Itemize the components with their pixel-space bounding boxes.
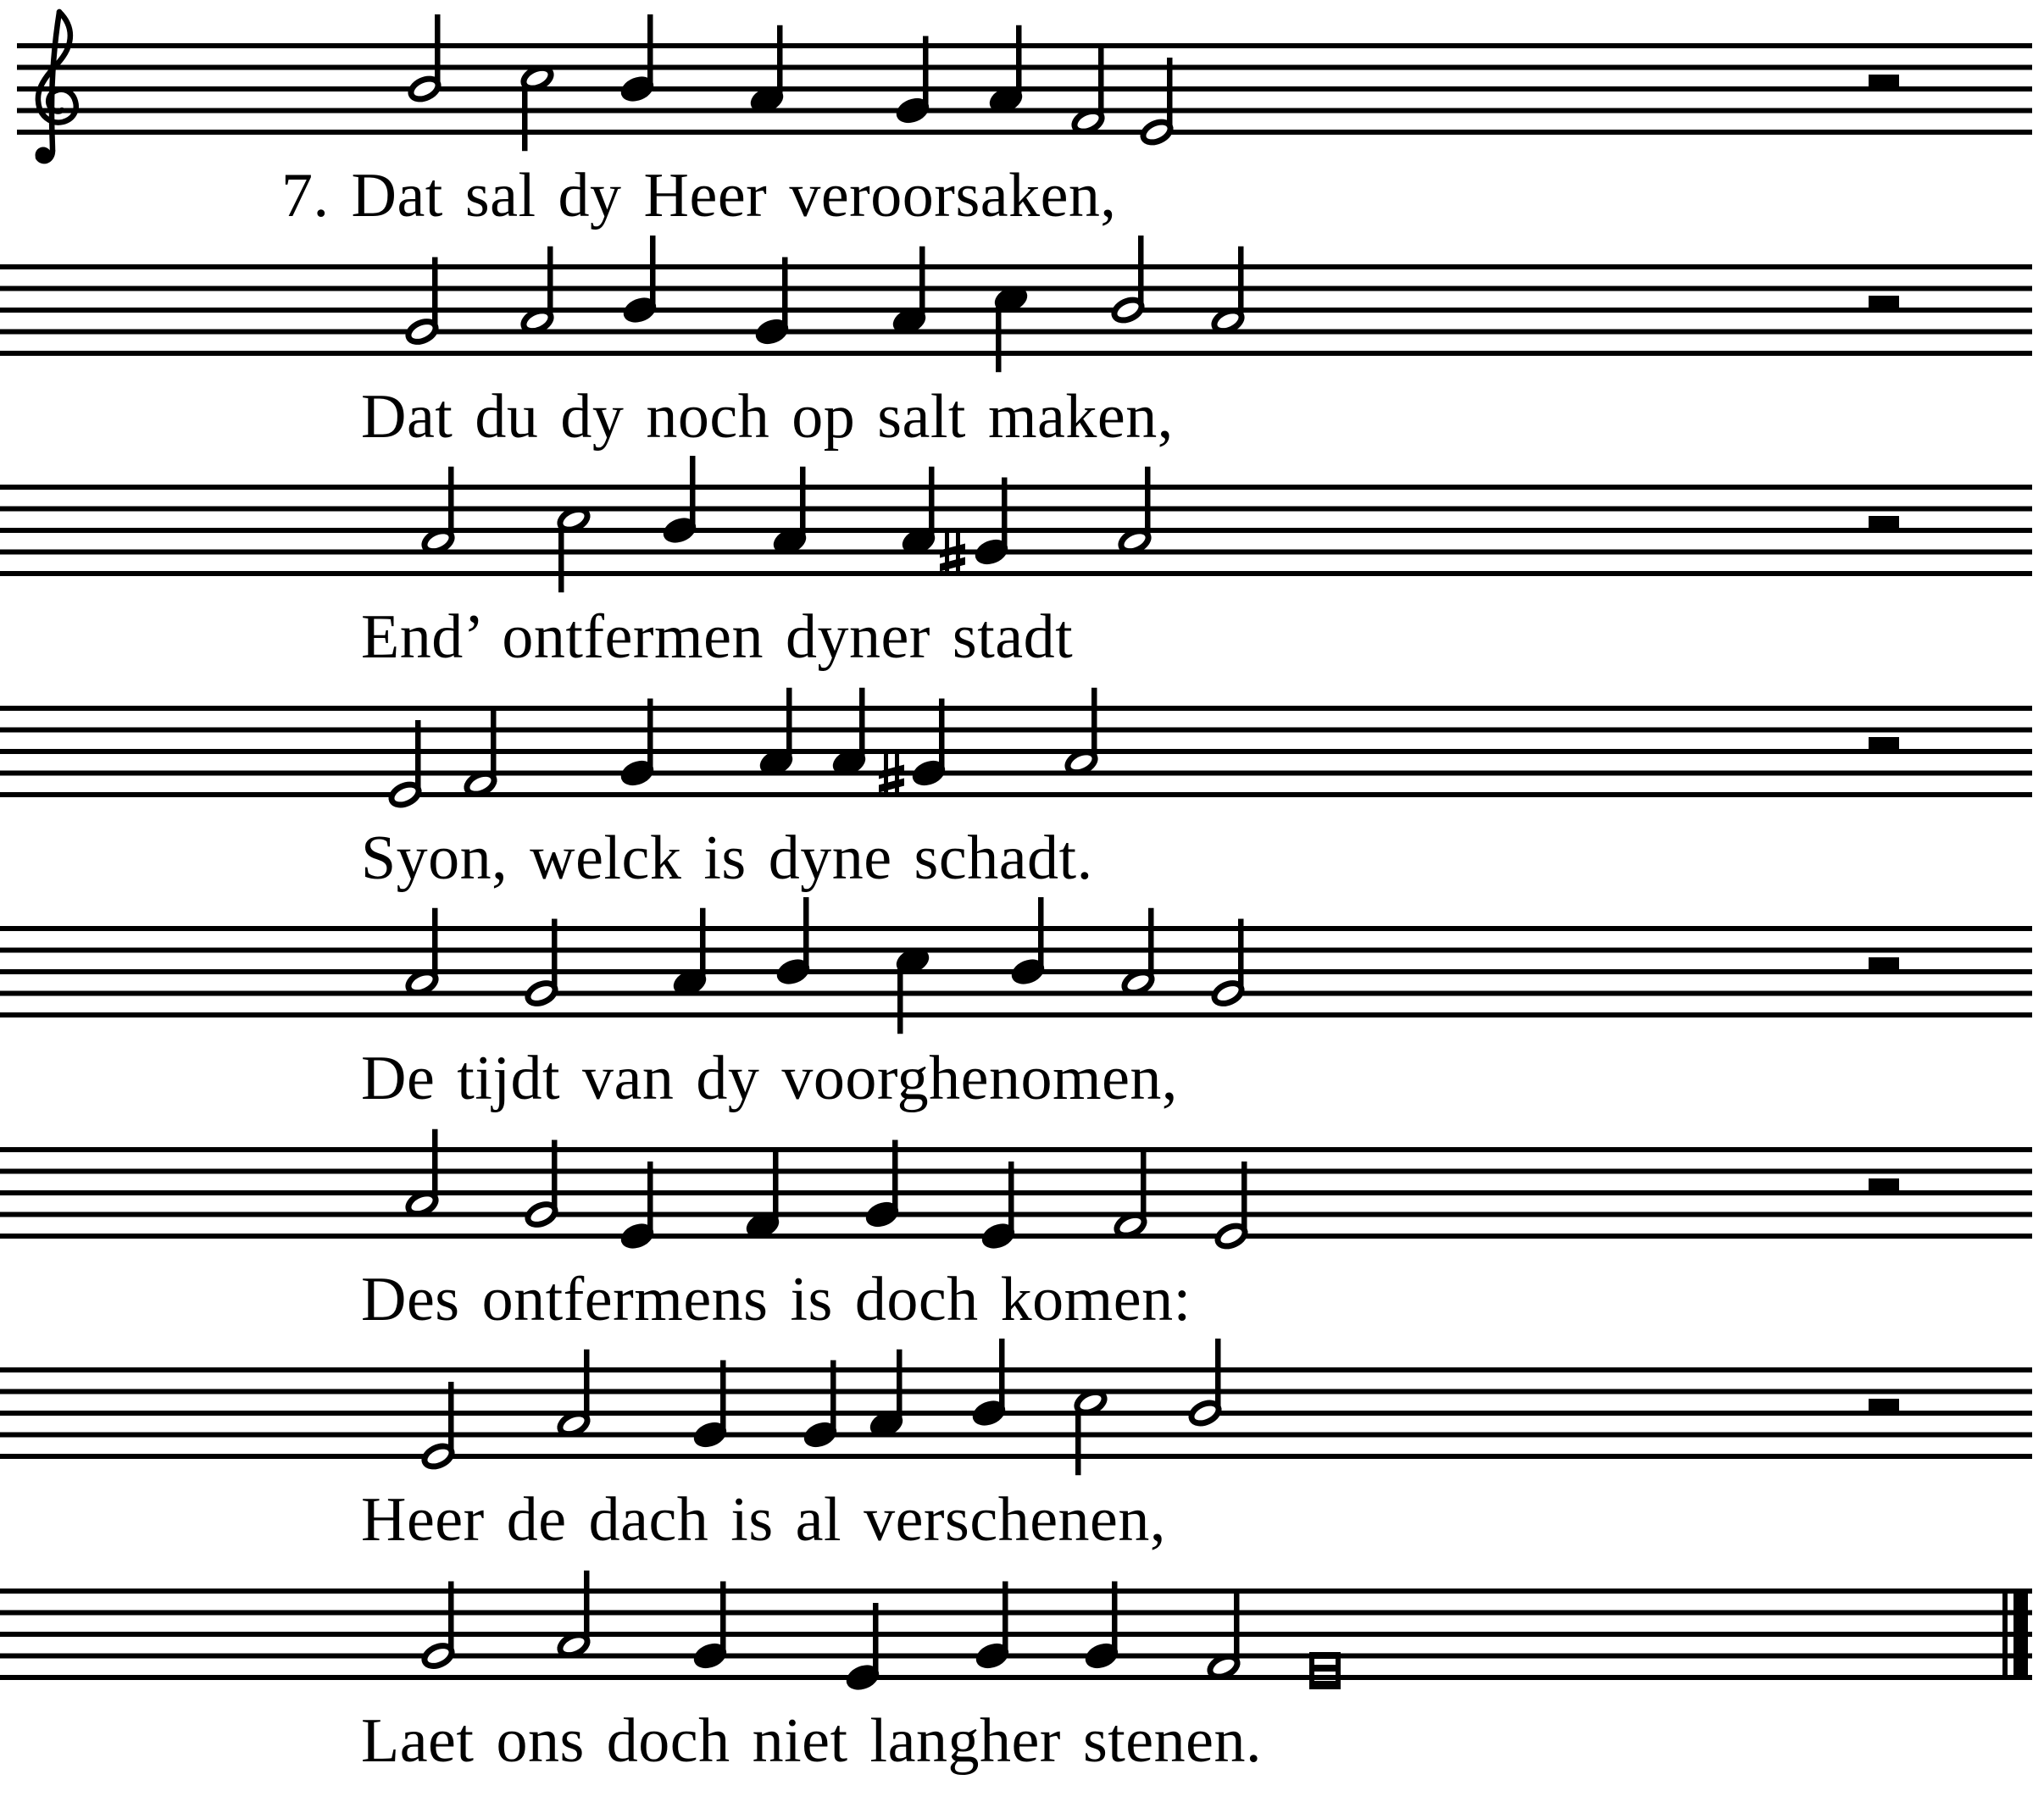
quarter-note-a4 <box>756 688 796 779</box>
quarter-note-g4 <box>690 1582 730 1673</box>
staff-line <box>0 728 2032 733</box>
final-barline-thick <box>2013 1589 2028 1680</box>
staff-line <box>0 1411 2032 1416</box>
half-rest <box>1869 1399 1899 1411</box>
staff-system-3 <box>0 456 2032 592</box>
quarter-note-e4 <box>617 1162 657 1253</box>
quarter-note-a4 <box>889 247 929 338</box>
lyric-line-5: De tijdt van dy voorghenomen, <box>361 1044 1178 1113</box>
half-note-e4 <box>1140 58 1174 147</box>
quarter-note-a4 <box>986 25 1025 117</box>
half-note-c5 <box>557 506 591 593</box>
half-rest <box>1869 296 1899 308</box>
staff-system-8 <box>0 1571 2032 1694</box>
quarter-note-g4 <box>800 1361 840 1452</box>
quarter-note-b4 <box>1008 897 1047 989</box>
half-note-e4 <box>421 1382 455 1471</box>
half-note-c5 <box>520 64 554 152</box>
staff-line <box>0 1012 2032 1017</box>
staff-line <box>17 86 2032 91</box>
longa-note-e4 <box>1309 1652 1341 1689</box>
staff-line <box>0 1212 2032 1217</box>
half-note-e4 <box>388 720 422 809</box>
half-rest <box>1869 516 1899 528</box>
half-note-g4 <box>525 919 558 1008</box>
quarter-note-c5 <box>991 282 1030 372</box>
quarter-note-b4 <box>969 1339 1008 1430</box>
quarter-note-b4 <box>619 236 659 327</box>
staff-line <box>0 1147 2032 1152</box>
half-note-g4 <box>405 258 439 347</box>
half-note-g4 <box>1211 919 1245 1008</box>
staff-line <box>17 130 2032 135</box>
staff-line <box>0 571 2032 576</box>
quarter-note-g4 <box>862 1140 902 1232</box>
staff-line <box>0 550 2032 555</box>
half-note-b4 <box>408 14 442 103</box>
staff-line <box>0 351 2032 356</box>
staff-line <box>0 792 2032 797</box>
quarter-note-a4 <box>769 467 809 558</box>
staff-system-7 <box>0 1339 2032 1475</box>
quarter-note-c5 <box>892 944 932 1034</box>
staff-line <box>0 771 2032 776</box>
staff-line <box>0 749 2032 754</box>
staff-line <box>17 108 2032 114</box>
quarter-note-g4 <box>972 1582 1012 1673</box>
staff-line <box>0 1234 2032 1239</box>
staff-line <box>0 1389 2032 1394</box>
half-note-g4 <box>525 1140 558 1229</box>
lyric-line-3: End’ ontfermen dyner stadt <box>361 602 1074 672</box>
quarter-note-a4 <box>669 908 709 1000</box>
staff-line <box>0 991 2032 996</box>
quarter-note-f4 <box>742 1151 782 1242</box>
half-note-b4 <box>1188 1339 1222 1428</box>
lyric-line-1: 7. Dat sal dy Heer veroorsaken, <box>281 161 1117 230</box>
quarter-note-a4 <box>898 467 938 558</box>
staff-line <box>0 926 2032 931</box>
half-rest <box>1869 1178 1899 1190</box>
staff-line <box>0 264 2032 269</box>
staff-line <box>0 330 2032 335</box>
lyric-line-7: Heer de dach is al verschenen, <box>361 1485 1166 1555</box>
staff-system-1 <box>17 12 2032 164</box>
staff-line <box>0 1433 2032 1438</box>
quarter-note-a4 <box>829 688 869 779</box>
half-rest <box>1869 737 1899 749</box>
staff-system-6 <box>0 1129 2032 1253</box>
lyric-line-8: Laet ons doch niet langher stenen. <box>361 1706 1262 1776</box>
half-note-g4 <box>421 1582 455 1671</box>
half-note-c5 <box>1074 1389 1108 1476</box>
staff-line <box>0 1169 2032 1174</box>
staff-line <box>0 485 2032 490</box>
staff-line <box>0 1654 2032 1659</box>
staff-line <box>0 1367 2032 1372</box>
half-note-e4 <box>1214 1162 1248 1250</box>
staff-line <box>0 507 2032 512</box>
staff-system-5 <box>0 897 2032 1034</box>
quarter-note-g4 <box>892 36 932 128</box>
staff-line <box>0 1611 2032 1616</box>
quarter-note-e4 <box>842 1603 882 1694</box>
quarter-note-g4-sharp <box>940 478 1012 576</box>
staff-line <box>0 1632 2032 1637</box>
half-rest <box>1869 75 1899 86</box>
quarter-note-g4 <box>752 258 791 349</box>
staff-system-4 <box>0 688 2032 809</box>
lyric-line-6: Des ontfermens is doch komen: <box>361 1265 1191 1334</box>
quarter-note-g4-sharp <box>879 699 949 797</box>
half-rest <box>1869 957 1899 969</box>
quarter-note-g4 <box>690 1361 730 1452</box>
quarter-note-e4 <box>978 1162 1018 1253</box>
staff-line <box>0 706 2032 711</box>
quarter-note-b4 <box>773 897 813 989</box>
staff-line <box>0 1454 2032 1459</box>
quarter-note-g4 <box>1081 1582 1121 1673</box>
staff-line <box>0 1589 2032 1594</box>
staff-line <box>0 948 2032 953</box>
staff-line <box>0 528 2032 533</box>
staff-line <box>17 65 2032 70</box>
half-note-b4 <box>1111 236 1145 324</box>
staff-line <box>17 43 2032 48</box>
staff-line <box>0 1190 2032 1195</box>
quarter-note-b4 <box>659 456 699 547</box>
quarter-note-g4 <box>617 699 657 790</box>
final-barline-thin <box>2002 1589 2008 1680</box>
lyric-line-4: Syon, welck is dyne schadt. <box>361 823 1093 893</box>
quarter-note-a4 <box>866 1350 906 1441</box>
quarter-note-a4 <box>747 25 786 117</box>
lyric-line-2: Dat du dy noch op salt maken, <box>361 382 1174 452</box>
staff-system-2 <box>0 236 2032 372</box>
staff-line <box>0 1675 2032 1680</box>
quarter-note-b4 <box>617 14 657 106</box>
